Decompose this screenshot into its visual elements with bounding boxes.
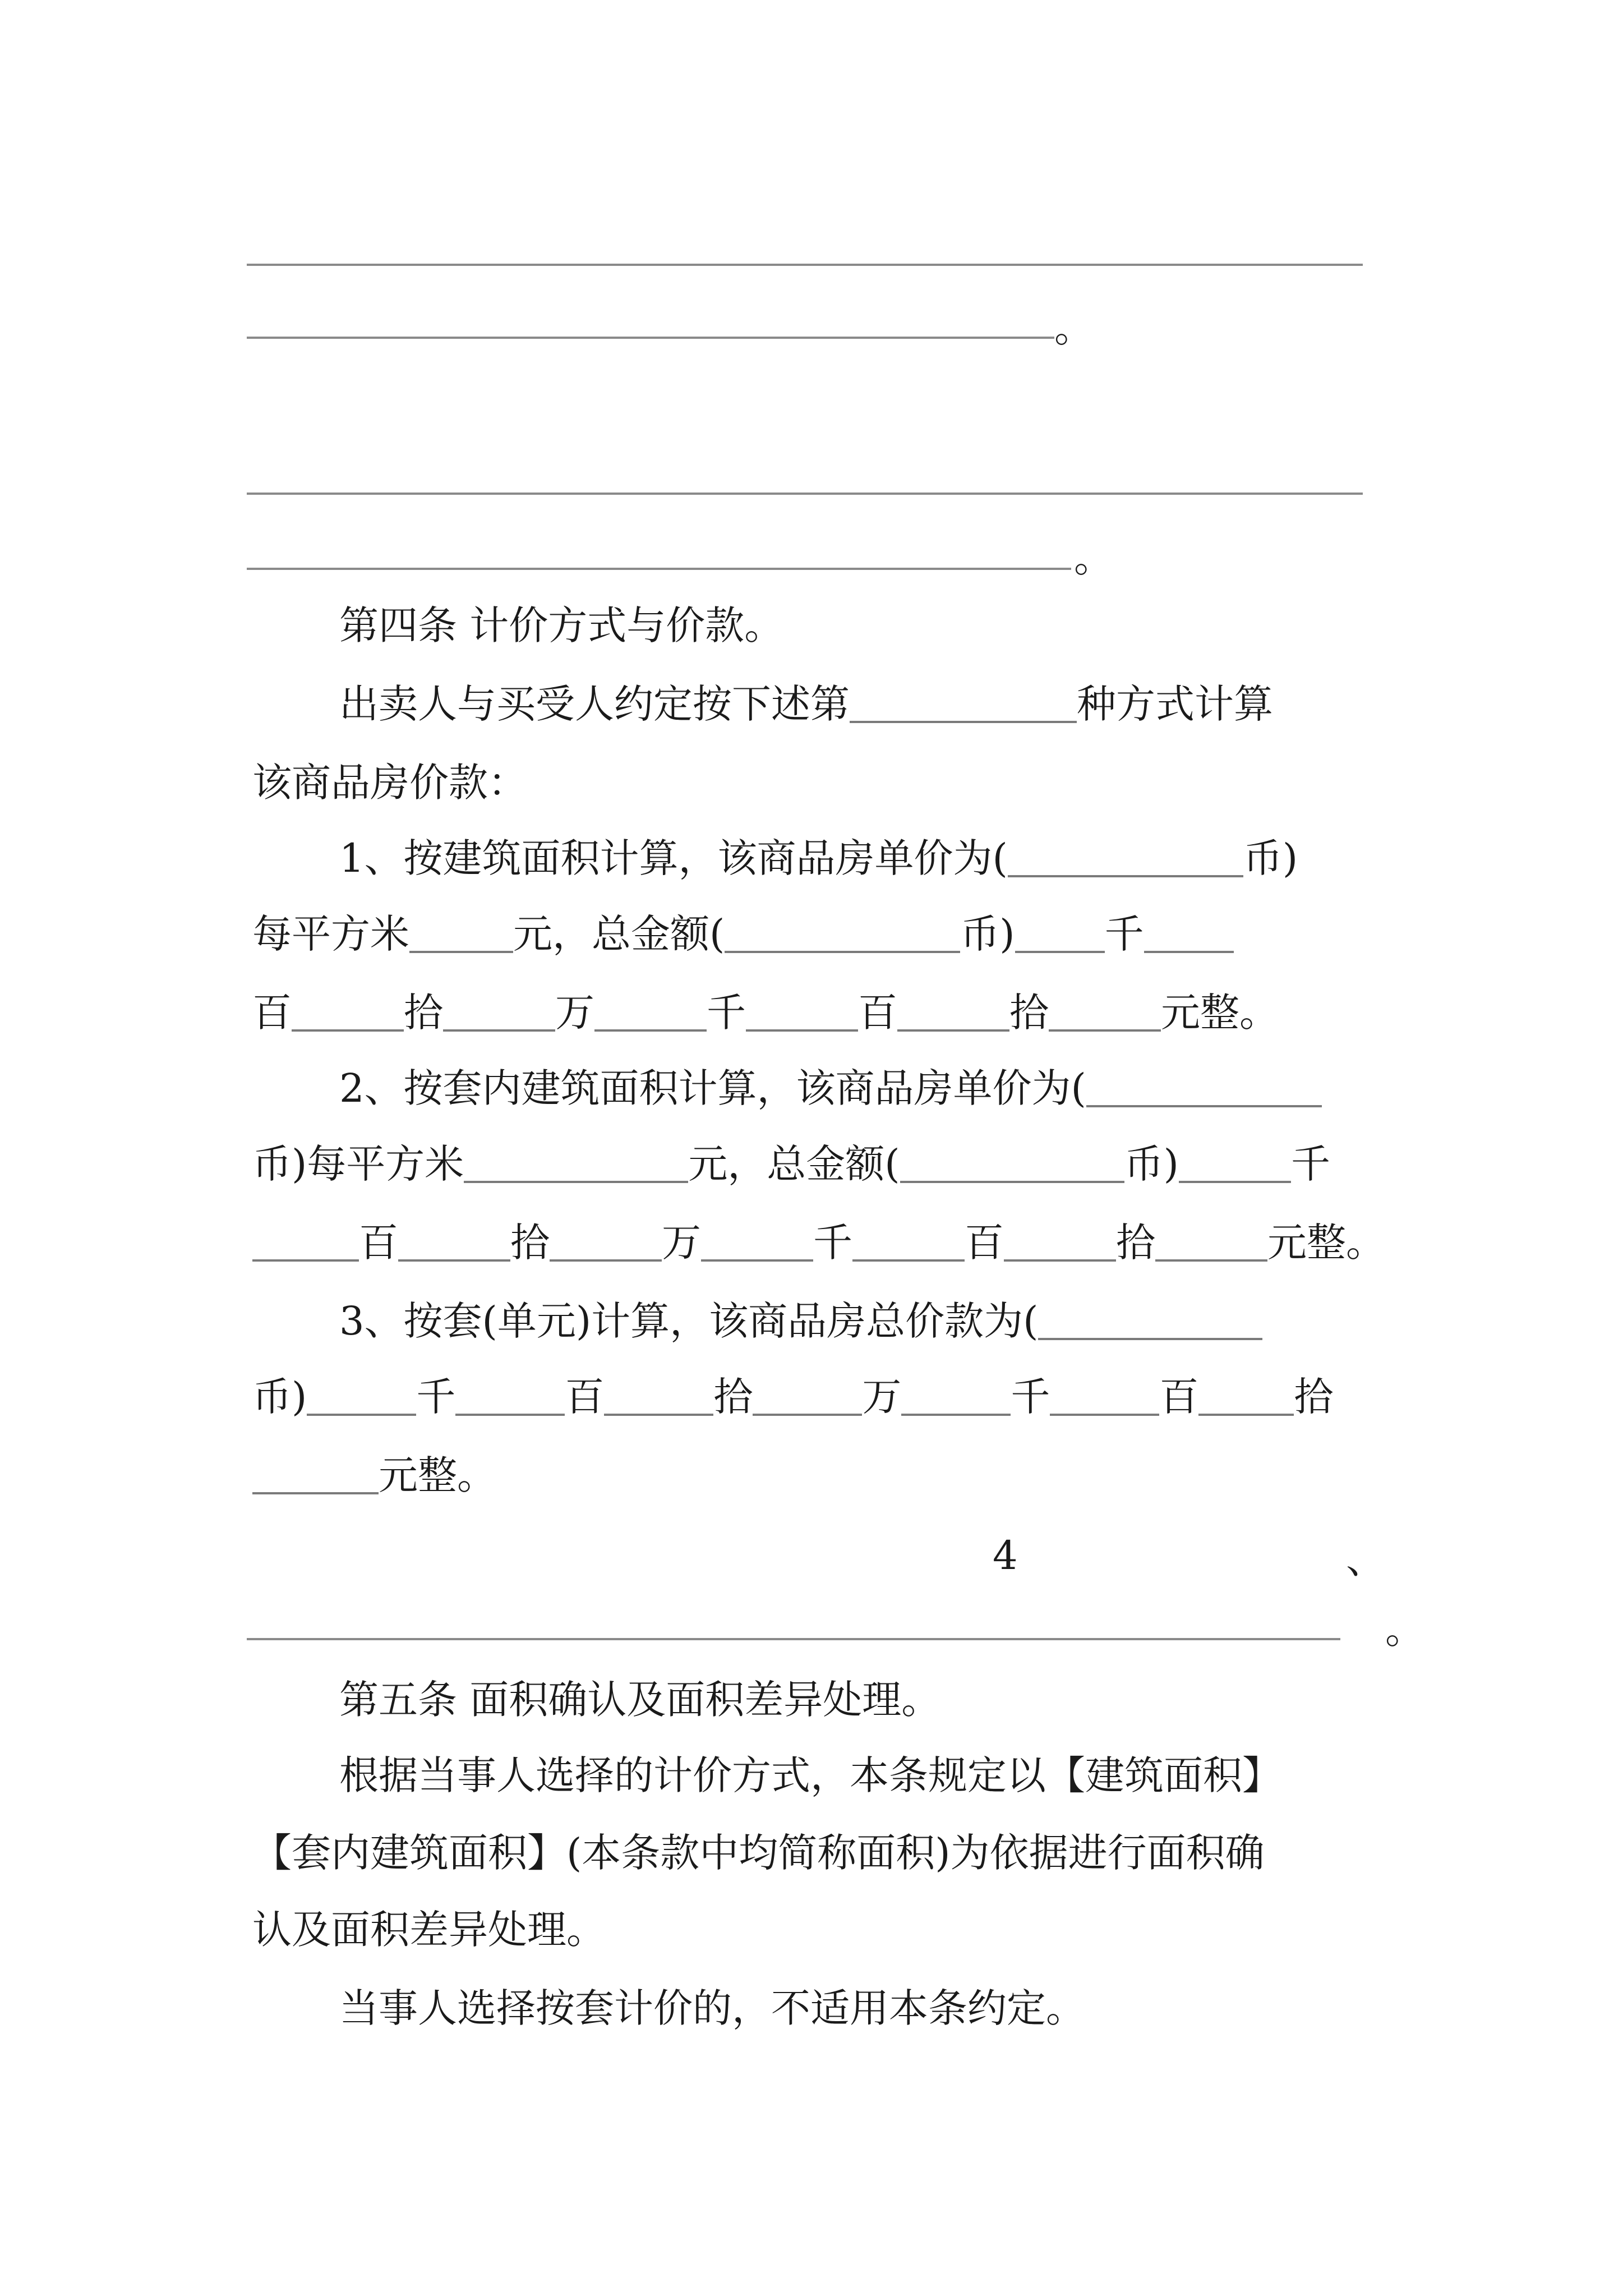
currency-blank[interactable] xyxy=(900,1147,1124,1183)
amount-blank[interactable] xyxy=(252,1458,379,1494)
unit-label: 千 xyxy=(707,990,746,1036)
amount-blank[interactable] xyxy=(292,996,404,1032)
blank-rule-3[interactable] xyxy=(247,493,1363,495)
option1-line-3 xyxy=(252,990,1279,1036)
unit-label: 拾 xyxy=(404,990,443,1036)
unit-label: 万 xyxy=(862,1374,902,1420)
period: 。 xyxy=(1054,305,1094,351)
amount-blank[interactable] xyxy=(1198,1380,1294,1416)
amount-blank[interactable] xyxy=(1015,917,1105,953)
option3-line-3 xyxy=(252,1452,496,1498)
blank-rule-2[interactable] xyxy=(247,337,1054,339)
unit-label: 百 xyxy=(1159,1374,1199,1420)
amount-blank[interactable] xyxy=(307,1380,416,1416)
unit-label: 千 xyxy=(1290,1141,1330,1187)
unit-label: 拾 xyxy=(510,1220,550,1266)
total-label: 元，总金额( xyxy=(688,1141,900,1187)
article5-p2: 当事人选择按套计价的，不适用本条约定。 xyxy=(339,1985,1085,2031)
currency-suffix: 币) xyxy=(960,911,1015,957)
amount-blank[interactable] xyxy=(550,1226,662,1262)
amount-blank[interactable] xyxy=(443,996,555,1032)
option1-line-2 xyxy=(252,911,1234,957)
amount-blank[interactable] xyxy=(746,996,858,1032)
option2-line-2 xyxy=(252,1141,1330,1187)
total-label: 元，总金额( xyxy=(513,911,725,957)
unit-label: 百 xyxy=(565,1374,605,1420)
blank-rule-5[interactable] xyxy=(247,1638,1340,1640)
amount-blank[interactable] xyxy=(1179,1147,1291,1183)
period: 。 xyxy=(1074,535,1113,581)
intro-text-b: 种方式计算 xyxy=(1077,681,1273,727)
unit-price-blank[interactable] xyxy=(409,917,513,953)
blank-rule-4[interactable] xyxy=(247,568,1071,570)
currency-blank[interactable] xyxy=(725,917,960,953)
amount-blank[interactable] xyxy=(852,1226,965,1262)
amount-blank[interactable] xyxy=(252,1226,359,1262)
amount-blank[interactable] xyxy=(1155,1226,1267,1262)
unit-label: 千 xyxy=(813,1220,852,1266)
option3-line-2 xyxy=(252,1374,1334,1420)
blank-rule-1[interactable] xyxy=(247,264,1363,266)
option3-text: 3、按套(单元)计算，该商品房总价款为( xyxy=(339,1298,1039,1344)
amount-blank[interactable] xyxy=(604,1380,713,1416)
option1-text: 1、按建筑面积计算，该商品房单价为( xyxy=(339,835,1008,881)
amount-blank[interactable] xyxy=(897,996,1009,1032)
article4-intro-line xyxy=(339,681,1273,727)
article5-p1-line-2: 【套内建筑面积】(本条款中均简称面积)为依据进行面积确 xyxy=(252,1830,1265,1876)
unit-label: 拾 xyxy=(713,1374,753,1420)
unit-label: 百 xyxy=(359,1220,398,1266)
amount-blank[interactable] xyxy=(1049,996,1161,1032)
amount-blank[interactable] xyxy=(753,1380,862,1416)
unit-label: 拾 xyxy=(1116,1220,1155,1266)
option2-line-1 xyxy=(339,1065,1322,1111)
amount-blank[interactable] xyxy=(1144,917,1234,953)
unit-label: 百 xyxy=(252,990,292,1036)
currency-suffix: 币) xyxy=(252,1374,307,1420)
per-sqm-label: 每平方米 xyxy=(252,911,409,957)
per-sqm-label: 币)每平方米 xyxy=(252,1141,464,1187)
enumeration-comma: 、 xyxy=(1346,1536,1385,1582)
amount-blank[interactable] xyxy=(1004,1226,1116,1262)
unit-label: 万 xyxy=(555,990,594,1036)
unit-label: 百 xyxy=(858,990,897,1036)
unit-label: 元整。 xyxy=(1161,990,1279,1036)
option3-line-1 xyxy=(339,1298,1262,1344)
unit-label: 元整。 xyxy=(1267,1220,1385,1266)
amount-blank[interactable] xyxy=(455,1380,565,1416)
currency-blank[interactable] xyxy=(1008,841,1243,877)
article5-title: 第五条 面积确认及面积差异处理。 xyxy=(339,1677,941,1723)
item4-number: 4 xyxy=(993,1533,1018,1579)
amount-blank[interactable] xyxy=(1050,1380,1159,1416)
amount-blank[interactable] xyxy=(398,1226,510,1262)
article5-p1-line-1: 根据当事人选择的计价方式，本条规定以【建筑面积】 xyxy=(339,1752,1281,1798)
amount-blank[interactable] xyxy=(901,1380,1011,1416)
period: 。 xyxy=(1385,1607,1424,1653)
unit-label: 百 xyxy=(965,1220,1004,1266)
amount-blank[interactable] xyxy=(594,996,707,1032)
unit-label: 拾 xyxy=(1009,990,1049,1036)
method-number-blank[interactable] xyxy=(850,687,1077,723)
option2-line-3 xyxy=(252,1220,1385,1266)
currency-blank[interactable] xyxy=(1086,1071,1322,1107)
amount-blank[interactable] xyxy=(701,1226,813,1262)
unit-label: 千 xyxy=(416,1374,456,1420)
unit-label: 元整。 xyxy=(379,1452,496,1498)
unit-label: 拾 xyxy=(1294,1374,1334,1420)
currency-blank[interactable] xyxy=(1038,1304,1262,1340)
option1-line-1 xyxy=(339,835,1298,881)
unit-label: 千 xyxy=(1104,911,1144,957)
currency-suffix: 币) xyxy=(1124,1141,1179,1187)
intro-text-a: 出卖人与买受人约定按下述第 xyxy=(339,681,850,727)
currency-suffix: 币) xyxy=(1243,835,1298,881)
option2-text: 2、按套内建筑面积计算，该商品房单价为( xyxy=(339,1065,1086,1111)
unit-price-blank[interactable] xyxy=(464,1147,688,1183)
unit-label: 万 xyxy=(662,1220,701,1266)
unit-label: 千 xyxy=(1011,1374,1050,1420)
article4-intro-line-2: 该商品房价款： xyxy=(252,760,527,806)
article4-title: 第四条 计价方式与价款。 xyxy=(339,602,784,648)
article5-p1-line-3: 认及面积差异处理。 xyxy=(252,1907,606,1953)
